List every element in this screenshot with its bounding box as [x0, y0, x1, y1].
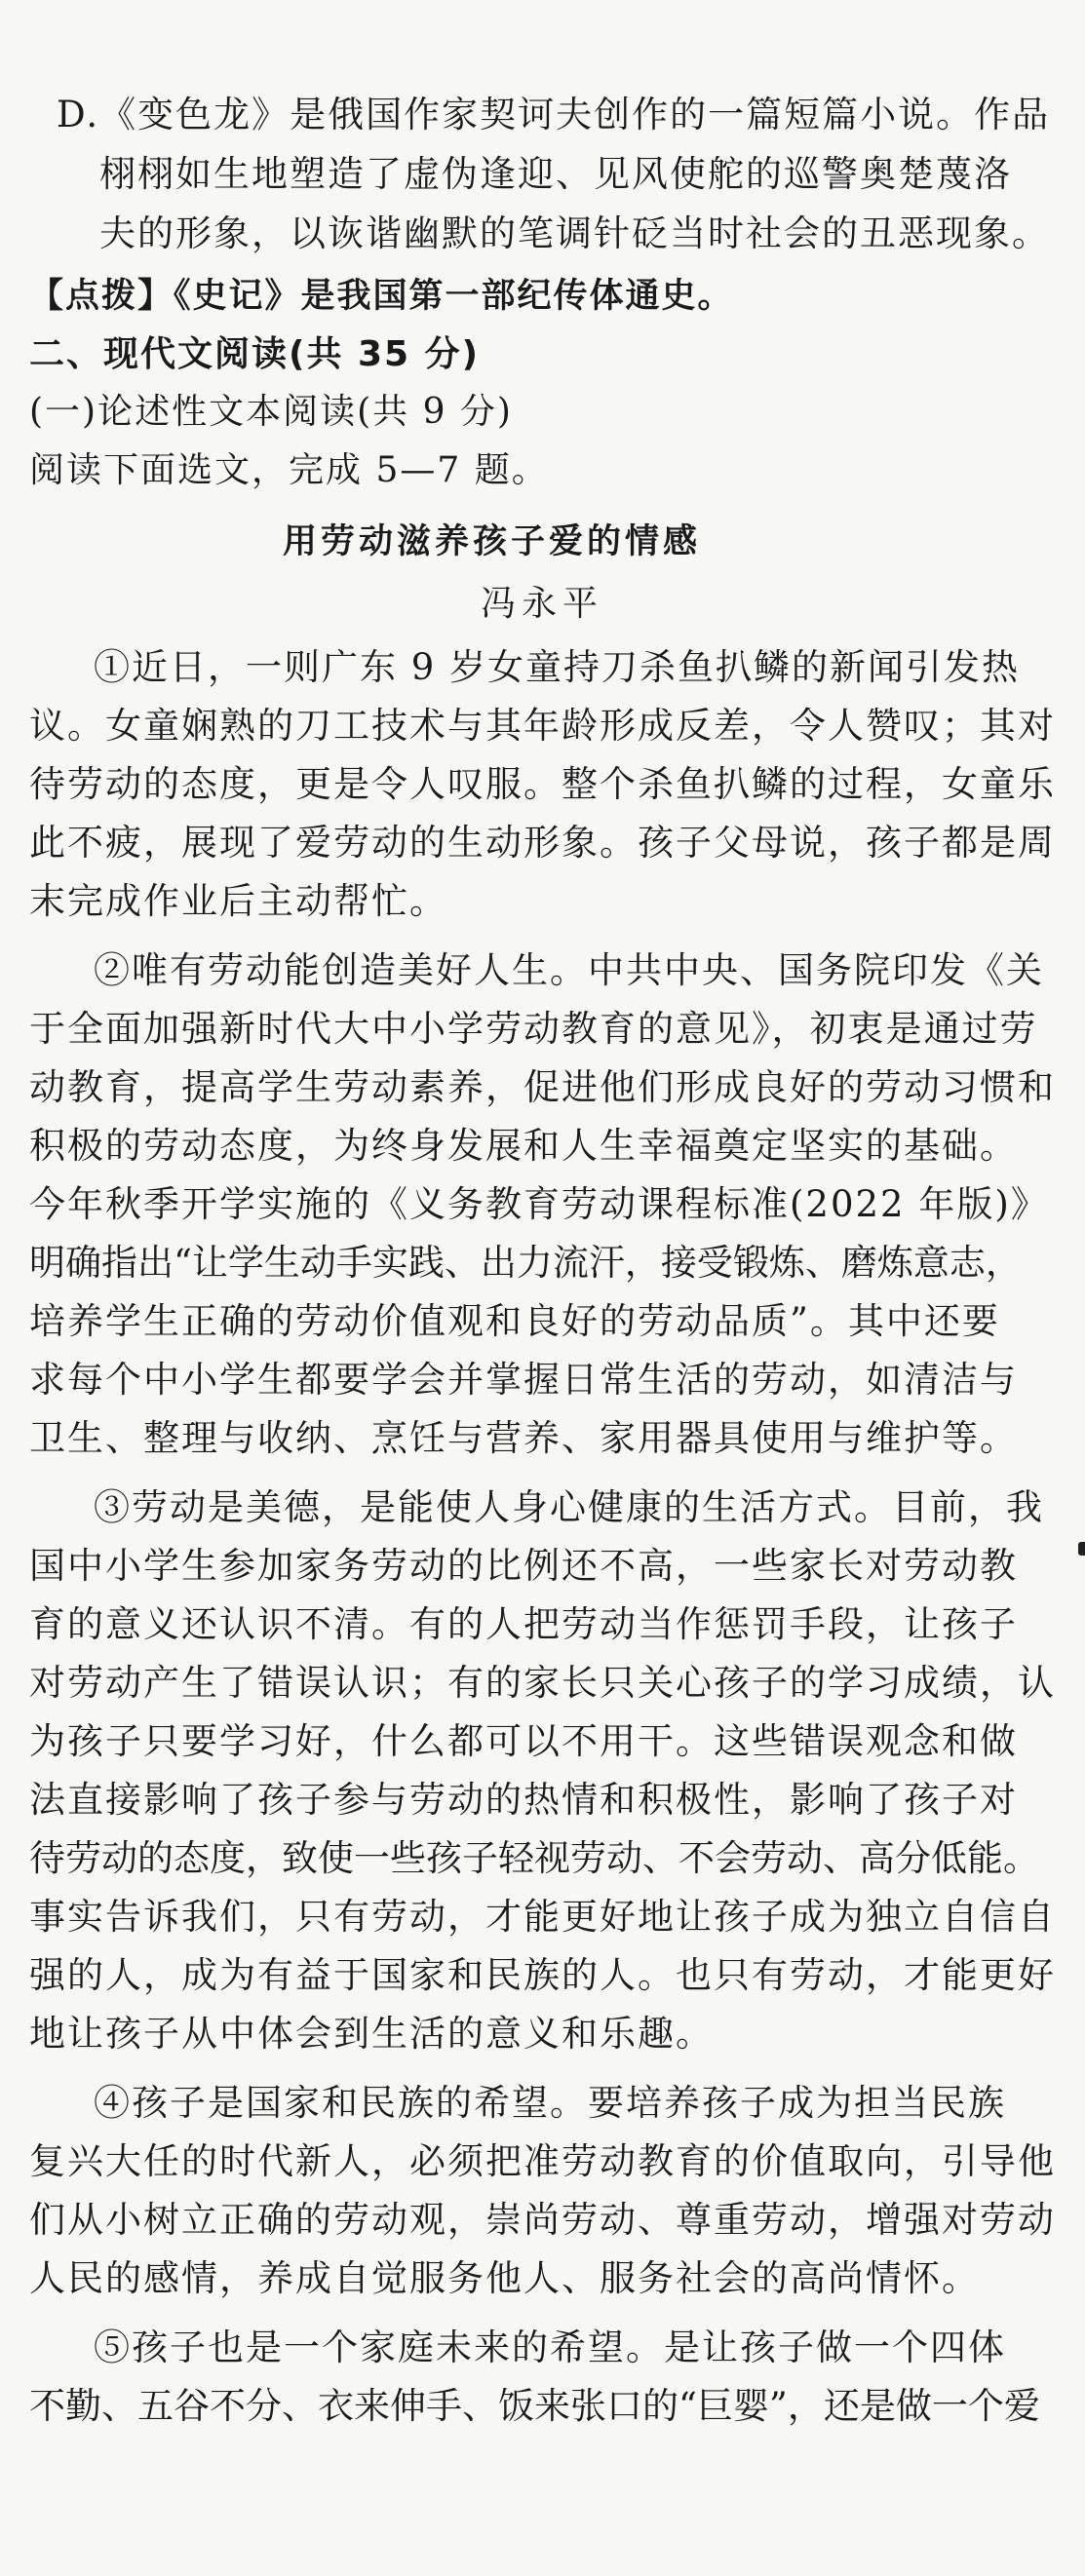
paragraph-3-line-9: 强的人，成为有益于国家和民族的人。也只有劳动，才能更好	[29, 1954, 1056, 1996]
paragraph-2-line-3: 动教育，提高学生劳动素养，促进他们形成良好的劳动习惯和	[29, 1066, 1056, 1108]
paragraph-4-line-4: 人民的感情，养成自觉服务他人、服务社会的高尚情怀。	[29, 2257, 980, 2299]
paragraph-1-line-1: ①近日，一则广东 9 岁女童持刀杀鱼扒鳞的新闻引发热	[94, 646, 1021, 688]
paragraph-2-line-9: 卫生、整理与收纳、烹饪与营养、家用器具使用与维护等。	[29, 1417, 1018, 1459]
paragraph-2-line-6: 明确指出“让学生动手实践、出力流汗，接受锻炼、磨炼意志，	[29, 1242, 1022, 1284]
instruction-text: 阅读下面选文，完成 5—7 题。	[29, 450, 549, 490]
paragraph-2-line-1: ②唯有劳动能创造美好人生。中共中央、国务院印发《关	[94, 949, 1044, 991]
paragraph-2-line-5: 今年秋季开学实施的《义务教育劳动课程标准(2022 年版)》	[29, 1183, 1049, 1225]
paragraph-4-line-1: ④孩子是国家和民族的希望。要培养孩子成为担当民族	[94, 2082, 1006, 2124]
paragraph-4-line-2: 复兴大任的时代新人，必须把准劳动教育的价值取向，引导他	[29, 2140, 1056, 2182]
paragraph-1-line-3: 待劳动的态度，更是令人叹服。整个杀鱼扒鳞的过程，女童乐	[29, 763, 1056, 805]
paragraph-3-line-3: 育的意义还认识不清。有的人把劳动当作惩罚手段，让孩子	[29, 1603, 1018, 1645]
paragraph-3-line-2: 国中小学生参加家务劳动的比例还不高，一些家长对劳动教	[29, 1545, 1018, 1587]
paragraph-3-line-5: 为孩子只要学习好，什么都可以不用干。这些错误观念和做	[29, 1720, 1018, 1762]
section-heading: 二、现代文阅读(共 35 分)	[29, 334, 481, 374]
paragraph-1-line-2: 议。女童娴熟的刀工技术与其年龄形成反差，令人赞叹；其对	[29, 705, 1056, 747]
paragraph-3-line-10: 地让孩子从中体会到生活的意义和乐趣。	[29, 2013, 714, 2055]
option-d-line-1: D.《变色龙》是俄国作家契诃夫创作的一篇短篇小说。作品	[57, 94, 1051, 135]
paragraph-5-line-1: ⑤孩子也是一个家庭未来的希望。是让孩子做一个四体	[94, 2326, 1006, 2368]
paragraph-1-line-4: 此不疲，展现了爱劳动的生动形象。孩子父母说，孩子都是周	[29, 822, 1056, 864]
paragraph-5-line-2: 不勤、五谷不分、衣来伸手、饭来张口的“巨婴”，还是做一个爱	[29, 2385, 1040, 2427]
paragraph-2-line-8: 求每个中小学生都要学会并掌握日常生活的劳动，如清洁与	[29, 1359, 1018, 1401]
paragraph-3-line-7: 待劳动的态度，致使一些孩子轻视劳动、不会劳动、高分低能。	[29, 1837, 1039, 1879]
paragraph-4-line-3: 们从小树立正确的劳动观，崇尚劳动、尊重劳动，增强对劳动	[29, 2199, 1056, 2241]
paragraph-3-line-4: 对劳动产生了错误认识；有的家长只关心孩子的学习成绩，认	[29, 1662, 1056, 1704]
article-title: 用劳动滋养孩子爱的情感	[283, 522, 702, 561]
edge-mark	[1078, 1542, 1085, 1556]
paragraph-1-line-5: 末完成作业后主动帮忙。	[29, 880, 447, 922]
paragraph-3-line-1: ③劳动是美德，是能使人身心健康的生活方式。目前，我	[94, 1486, 1044, 1528]
paragraph-2-line-2: 于全面加强新时代大中小学劳动教育的意见》，初衷是通过劳	[29, 1008, 1038, 1050]
paragraph-2-line-7: 培养学生正确的劳动价值观和良好的劳动品质”。其中还要	[29, 1300, 1000, 1342]
option-d-line-2: 栩栩如生地塑造了虚伪逢迎、见风使舵的巡警奥楚蔑洛	[99, 153, 1012, 195]
subsection-heading: (一)论述性文本阅读(共 9 分)	[29, 392, 513, 432]
paragraph-3-line-6: 法直接影响了孩子参与劳动的热情和积极性，影响了孩子对	[29, 1779, 1018, 1821]
article-author: 冯永平	[481, 584, 604, 624]
paragraph-3-line-8: 事实告诉我们，只有劳动，才能更好地让孩子成为独立自信自	[29, 1896, 1056, 1938]
hint-text: 【点拨】《史记》是我国第一部纪传体通史。	[29, 277, 734, 316]
paragraph-2-line-4: 积极的劳动态度，为终身发展和人生幸福奠定坚实的基础。	[29, 1125, 1018, 1167]
option-d-line-3: 夫的形象，以诙谐幽默的笔调针砭当时社会的丑恶现象。	[99, 212, 1050, 254]
